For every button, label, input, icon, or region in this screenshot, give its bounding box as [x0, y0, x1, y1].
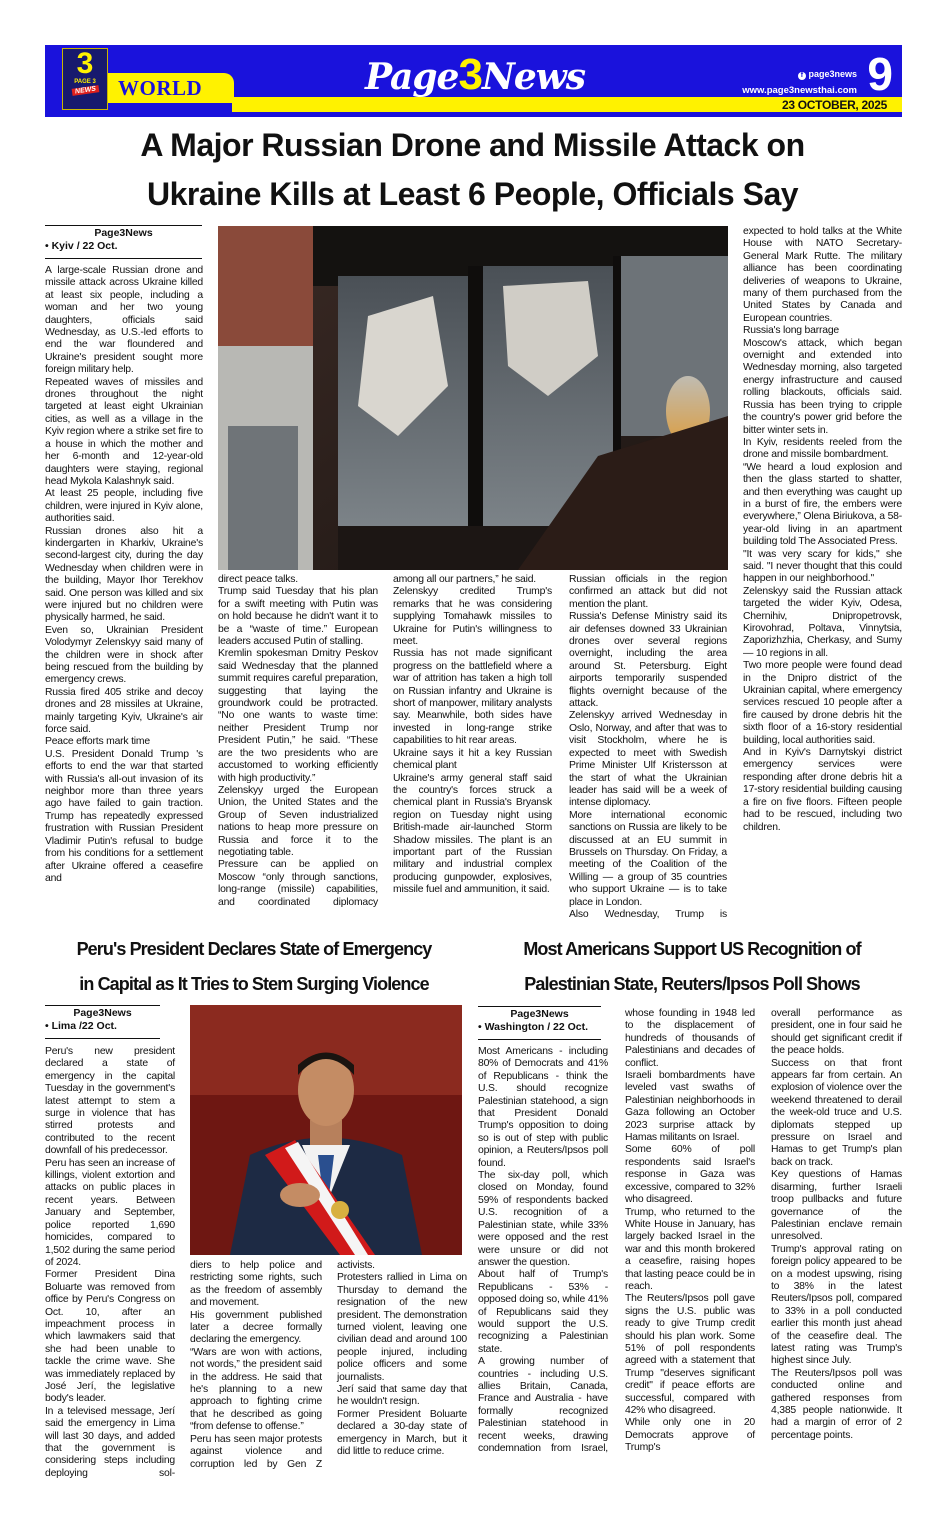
article-paragraph: Key questions of Hamas disarming, further Israeli troop pullbacks and future governance of the Palestinian enclave remain unresolved. [771, 1169, 902, 1243]
lead-column-3 [393, 574, 552, 897]
article-paragraph: Former President Boluarte declared a 30-day state of emergency in March, but it did little to reduce crime. [337, 1408, 467, 1458]
lead-column-1 [45, 265, 203, 885]
article-paragraph: Peru's new president declared a state of emergency in the capital Tuesday in the government's latest attempt to stem a surge in violence that has stirred protests and contributed to the recent downfall of his predecessor. [45, 1046, 175, 1157]
article-paragraph: Trump said Tuesday that his plan for a swift meeting with Putin was on hold because he didn't want it to be a “waste of time.” European leaders accused Putin of stalling. [218, 586, 378, 648]
byline-source: Page3News [94, 227, 153, 239]
article-paragraph: And in Kyiv's Darnytskyi district emergency services were responding after drone debris hit a 17-story residential building causing a fire on five floors. Fifteen people had to be rescued, including two children. [743, 747, 902, 833]
article-paragraph: overall performance as president, one in four said he should get significant credit if the peace holds. [771, 1008, 902, 1057]
article-paragraph: More international economic sanctions on Russia are likely to be discussed at an EU summit in Brussels on Thursday. On Friday, a meeting of the Coalition of the Willing — a group of 35 countries who support Ukraine — is to take place in London. [569, 809, 727, 908]
article-paragraph: A large-scale Russian drone and missile attack across Ukraine killed at least six people, including a woman and her two young daughters, officials said Wednesday, as U.S.-led efforts to end the war floundered and Ukraine's president sought more foreign military help. [45, 265, 203, 376]
lead-byline [45, 225, 202, 259]
article-paragraph: Some 60% of poll respondents said Israel's response in Gaza was excessive, compared to 32% who disagreed. [625, 1144, 755, 1206]
article-paragraph: Israeli bombardments have leveled vast swaths of Palestinian neighborhoods in Gaza following an October 2023 surprise attack by Hamas militants on Israel. [625, 1070, 755, 1144]
article-paragraph: Russia's Defense Ministry said its air defenses downed 33 Ukrainian drones over several regions overnight, including the area around St. Petersburg. Eight airports temporarily suspended flights overnight because of the attack. [569, 611, 727, 710]
article-paragraph: Pressure can be applied on Moscow “only through sanctions, long-range (missile) capabilities, and coordinated diplomacy [218, 859, 378, 908]
poll-headline [474, 932, 910, 1002]
lead-headline [40, 121, 905, 219]
masthead-right: News [481, 56, 586, 98]
poll-headline-line1: Most Americans Support US Recognition of [523, 939, 861, 959]
article-paragraph: Russia's long barrage [743, 325, 839, 337]
article-paragraph: Jerí said that same day that he wouldn't resign. [337, 1384, 467, 1408]
peru-photo-president[interactable] [190, 1005, 462, 1255]
article-paragraph: expected to hold talks at the White House with NATO Secretary-General Mark Rutte. The military alliance has been coordinating deliveries of weapons to Ukraine, many of them purchased from the United States by Canada and European countries. [743, 226, 902, 324]
peru-column-3 [337, 1260, 467, 1459]
poll-column-3 [771, 1008, 902, 1442]
byline-source: Page3News [510, 1008, 569, 1020]
article-paragraph: Russian officials in the region confirmed an attack but did not mention the plant. [569, 574, 727, 610]
article-paragraph: Zelenskyy urged the European Union, the United States and the Group of Seven industrialized nations to heap more pressure on Russia and force it to the negotiating table. [218, 784, 378, 858]
lead-headline-line1: A Major Russian Drone and Missile Attack on [140, 127, 805, 163]
article-paragraph: Russia fired 405 strike and decoy drones and 28 missiles at Ukraine, mainly targeting Kyiv, Ukraine's air force said. [45, 686, 203, 736]
president-portrait-image [190, 1005, 462, 1255]
page-number: 9 [867, 48, 893, 100]
article-paragraph: Former President Dina Boluarte was removed from office by Peru's Congress on Oct. 10, after an impeachment process in which lawmakers said that she had been unable to tackle the crime wave. She was immediately replaced by José Jerí, the legislative body's leader. [45, 1269, 175, 1405]
article-paragraph: activists. [337, 1260, 375, 1271]
facebook-handle: page3news [808, 69, 857, 79]
facebook-link[interactable] [798, 69, 857, 80]
facebook-icon: f [798, 72, 806, 80]
masthead-left: Page [364, 56, 459, 98]
article-paragraph: Ukraine says it hit a key Russian chemical plant [393, 747, 552, 772]
article-paragraph: "It was very scary for kids," she said. "I never thought that this could happen in our neighborhood." [743, 548, 902, 585]
article-paragraph: In a televised message, Jerí said the emergency in Lima will last 30 days, and added that the government is considering steps including deploying sol- [45, 1405, 175, 1479]
article-paragraph: Ukraine's army general staff said the country's forces struck a chemical plant in Russia's Bryansk region on Tuesday night using British-made air-launched Storm Shadow missiles. The plant is an important part of the Russian military and industrial complex producing gunpowder, explosives, missile fuel and ammunition, it said. [393, 772, 552, 896]
poll-column-1 [478, 1046, 608, 1455]
byline-dateline: • Lima /22 Oct. [45, 1020, 117, 1032]
article-paragraph: Trump, who returned to the White House in January, has largely backed Israel in the war and this month brokered a ceasefire, raising hopes that lasting peace could be in reach. [625, 1206, 755, 1292]
article-paragraph: “We heard a loud explosion and then the glass started to shatter, and then everything was caught up in a burst of fire, the embers were everywhere,” Olena Biriukova, a 58-year-old living in an apartment building told The Associated Press. [743, 461, 902, 548]
section-label: WORLD [118, 76, 203, 100]
peru-column-2 [190, 1260, 322, 1471]
article-paragraph: Zelenskyy said the Russian attack targeted the wider Kyiv, Odesa, Chernihiv, Dnipropetrovsk, Kirovohrad, Poltava, Vinnytsia, Zaporizhzhia, Cherkasy, and Sumy — 10 regions in all. [743, 585, 902, 659]
masthead-three: 3 [458, 50, 482, 99]
article-paragraph: Zelenskyy arrived Wednesday in Oslo, Norway, and after that was to visit Stockholm, where he is expected to meet with Swedish Prime Minister Ulf Kristersson at the start of what the Ukrainian leader has said will be a week of intense diplomacy. [569, 710, 727, 809]
article-paragraph: Russia has not made significant progress on the battlefield where a war of attrition has taken a high toll on Russian infantry and Ukraine is short of manpower, military analysts say. Meanwhile, both sides have invested in long-range strike capabilities to hit rear areas. [393, 648, 552, 747]
article-paragraph: “Wars are won with actions, not words,” the president said in the address. He said that he's planning to a new approach to fighting crime that he described as going “from defense to offense.” [190, 1346, 322, 1433]
article-paragraph: Success on that front appears far from certain. An explosion of violence over the weekend threatened to derail the week-old truce and U.S. diplomats stepped up pressure on Israel and Hamas to get Trump's plan back on track. [771, 1057, 902, 1168]
article-paragraph: direct peace talks. [218, 574, 298, 585]
masthead-title[interactable] [330, 50, 620, 100]
article-paragraph: Two more people were found dead in the Dnipro district of the Ukrainian capital, where emergency services rescued 10 people after a fire caused by drone debris hit the sixth floor of a 16-story residential building, local authorities said. [743, 660, 902, 746]
article-paragraph: Trump's approval rating on foreign policy appeared to be on a modest upswing, rising to 38% in the latest Reuters/Ipsos poll, compared to 33% in a poll conducted earlier this month just ahead of the ceasefire deal. The latest rating was Trump's highest since July. [771, 1243, 902, 1367]
peru-headline-line2: in Capital as It Tries to Stem Surging Violence [79, 974, 429, 994]
logo-news: NEWS [71, 85, 99, 96]
page3-logo[interactable] [62, 48, 108, 110]
poll-column-2 [625, 1008, 755, 1455]
article-paragraph: Peru has seen major protests against violence and corruption led by Gen Z [190, 1433, 322, 1470]
article-paragraph: Protesters rallied in Lima on Thursday to demand the resignation of the new president. The demonstration turned violent, leaving one civilian dead and around 100 people injured, including police officers and some journalists. [337, 1272, 467, 1383]
burned-building-image [218, 226, 728, 570]
article-paragraph: Also Wednesday, Trump is [569, 908, 727, 920]
article-paragraph: About half of Trump's Republicans - 53% - opposed doing so, while 41% of Republicans said they would support the U.S. recognizing a Palestinian state. [478, 1269, 608, 1355]
lead-photo-burned-building[interactable] [218, 226, 728, 570]
peru-headline [36, 932, 472, 1002]
poll-headline-line2: Palestinian State, Reuters/Ipsos Poll Shows [524, 974, 860, 994]
article-paragraph: The Reuters/Ipsos poll was conducted online and gathered responses from 4,385 people nationwide. It had a margin of error of 2 percentage points. [771, 1367, 902, 1441]
peru-headline-line1: Peru's President Declares State of Emergency [76, 939, 432, 959]
article-paragraph: The Reuters/Ipsos poll gave signs the U.S. public was ready to give Trump credit should his plan work. Some 51% of poll respondents agreed with a statement that Trump "deserves significant credit" if peace efforts are successful, compared with 42% who disagreed. [625, 1293, 755, 1416]
poll-byline [478, 1006, 601, 1040]
article-paragraph: Moscow's attack, which began overnight and extended into Wednesday morning, also targeted energy infrastructure and caused rolling blackouts, officials said. Russia has been trying to cripple the country's power grid before the bitter winter sets in. [743, 337, 902, 436]
article-paragraph: Most Americans - including 80% of Democrats and 41% of Republicans - think the U.S. should recognize Palestinian statehood, a sign that President Donald Trump's opposition to doing so is out of step with public opinion, a Reuters/Ipsos poll found. [478, 1046, 608, 1169]
lead-column-2 [218, 574, 378, 909]
article-paragraph: Peru has seen an increase of killings, violent extortion and attacks on public places in recent years. Between January and September, police reported 1,690 homicides, compared to 1,502 during the same period of 2024. [45, 1157, 175, 1268]
lead-column-4 [569, 574, 727, 921]
article-paragraph: Kremlin spokesman Dmitry Peskov said Wednesday that the planned summit requires careful preparation, suggesting that laying the groundwork could be protracted. “No one wants to waste time: neither President Trump nor President Putin,” he said. “These are the two presidents who are accustomed to working efficiently with high productivity.” [218, 648, 378, 784]
logo-text: PAGE 3 [74, 79, 96, 85]
peru-byline [45, 1005, 160, 1039]
article-paragraph: Zelenskyy credited Trump's remarks that he was considering supplying Tomahawk missiles to Ukraine for Putin's willingness to meet. [393, 586, 552, 648]
article-paragraph: Russian drones also hit a kindergarten in Kharkiv, Ukraine's second-largest city, during the day Wednesday when children were in the building, Mayor Ihor Terekhov said. One person was killed and six were injured but no children were physically harmed, he said. [45, 525, 203, 624]
article-paragraph: While only one in 20 Democrats approve of Trump's [625, 1417, 755, 1454]
lead-column-5 [743, 226, 902, 834]
logo-number: 3 [76, 47, 94, 80]
website-link[interactable]: www.page3newsthai.com [742, 85, 857, 96]
lead-headline-line2: Ukraine Kills at Least 6 People, Officials Say [146, 176, 799, 212]
article-paragraph: In Kyiv, residents reeled from the drone and missile bombardment. [743, 436, 902, 461]
byline-source: Page3News [73, 1007, 132, 1019]
article-paragraph: Even so, Ukrainian President Volodymyr Zelenskyy said many of the children were in shock after being rescued from the building by emergency crews. [45, 624, 203, 686]
issue-date: 23 OCTOBER, 2025 [781, 98, 887, 112]
byline-dateline: • Kyiv / 22 Oct. [45, 240, 118, 252]
article-paragraph: U.S. President Donald Trump 's efforts to end the war that started with Russia's all-out invasion of its neighbor more than three years ago have failed to gain traction. Trump has repeatedly expressed frustration with Russian President Vladimir Putin's refusal to budge from his conditions for a settlement after Ukraine offered a ceasefire and [45, 748, 203, 884]
article-paragraph: At least 25 people, including five children, were injured in Kyiv alone, authorities said. [45, 488, 203, 525]
peru-column-1 [45, 1046, 175, 1480]
article-paragraph: Repeated waves of missiles and drones throughout the night targeted at least eight Ukrainian cities, as well as a village in the Kyiv region where a strike set fire to a house in which the mother and her 6-month and 12-year-old daughters were staying, regional head Mykola Kalashnyk said. [45, 376, 203, 487]
article-paragraph: diers to help police and restricting some rights, such as the freedom of assembly and movement. [190, 1260, 322, 1309]
article-paragraph: Peace efforts mark time [45, 736, 150, 748]
header-rule [45, 112, 902, 116]
article-paragraph: A growing number of countries - including U.S. allies Britain, Canada, France and Australia - have formally recognized Palestinian statehood in recent weeks, drawing condemnation from Israel, [478, 1356, 608, 1454]
article-paragraph: among all our partners,” he said. [393, 574, 536, 585]
article-paragraph: His government published later a decree formally declaring the emergency. [190, 1309, 322, 1346]
article-paragraph: whose founding in 1948 led to the displacement of hundreds of thousands of Palestinians and decades of conflict. [625, 1008, 755, 1069]
byline-dateline: • Washington / 22 Oct. [478, 1021, 589, 1033]
article-paragraph: The six-day poll, which closed on Monday, found 59% of respondents backed U.S. recognition of a Palestinian state, while 33% were opposed and the rest were unsure or did not answer the question. [478, 1170, 608, 1268]
